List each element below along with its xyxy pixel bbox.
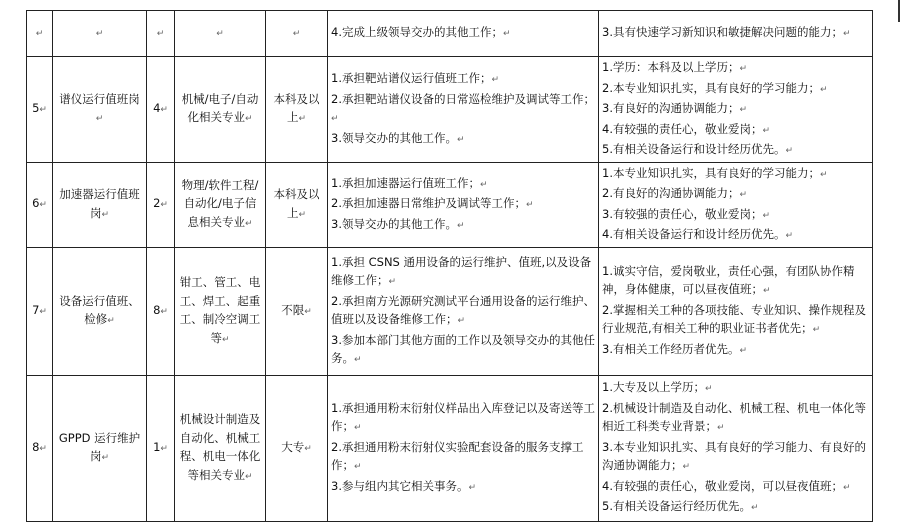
paragraph-mark-icon: ↵ [354, 423, 362, 434]
requirement-list-item: 1.学历：本科及以上学历；↵ [602, 60, 748, 74]
education-requirement-text: 本科及以上 [273, 91, 320, 125]
duty-list-item: 3.领导交办的其他工作。↵ [331, 216, 465, 231]
requirement-list [599, 162, 873, 247]
duty-list-item: 3.参加本部门其他方面的工作以及领导交办的其他任务。↵ [331, 332, 595, 365]
requirement-list-item: 3.有良好的沟通协调能力；↵ [602, 101, 748, 115]
requirement-list-item: 4.有较强的责任心，敬业爱岗；↵ [602, 121, 771, 136]
post-name-text: 加速器运行值班岗 [59, 187, 140, 220]
duty-list-item: 3.参与组内其它相关事务。↵ [331, 478, 477, 493]
requirement-list [599, 247, 873, 375]
post-name [53, 162, 147, 247]
duty-list [328, 162, 599, 247]
paragraph-mark-icon: ↵ [160, 443, 168, 454]
duty-list-item: 1.承担加速器运行值班工作；↵ [331, 175, 488, 190]
requirement-list-item: 2.机械设计制造及自动化、机械工程、机电一体化等相近工科类专业背景；↵ [602, 400, 866, 434]
paragraph-mark-icon: ↵ [785, 231, 794, 241]
education-requirement [266, 162, 328, 247]
head-count [147, 375, 175, 521]
paragraph-mark-icon: ↵ [298, 114, 307, 125]
post-name-text: 谱仪运行值班岗 [59, 91, 140, 106]
requirement-list-item: 1.诚实守信，爱岗敬业，责任心强，有团队协作精神，身体健康，可以昼夜值班；↵ [602, 263, 855, 297]
paragraph-mark-icon: ↵ [95, 114, 104, 125]
paragraph-mark-icon: ↵ [819, 169, 828, 180]
paragraph-mark-icon: ↵ [39, 200, 47, 211]
major-requirement-text: 物理/软件工程/自动化/电子信息相关专业 [181, 177, 259, 229]
paragraph-mark-icon: ↵ [244, 471, 253, 482]
table-row [27, 11, 873, 57]
post-name-text: GPPD 运行维护岗 [58, 430, 141, 463]
table-row [27, 375, 873, 521]
education-requirement [266, 57, 328, 163]
requirement-list-item: 3.有相关工作经历者优先。↵ [602, 341, 748, 356]
duty-list [328, 375, 599, 521]
paragraph-mark-icon: ↵ [160, 105, 168, 115]
paragraph-mark-icon: ↵ [107, 316, 115, 326]
paragraph-mark-icon: ↵ [491, 75, 500, 86]
paragraph-mark-icon: ↵ [331, 114, 339, 125]
requirement-list-item: 5.有相关设备运行和设计经历优先。↵ [602, 142, 794, 156]
requirement-list-item: 3.本专业知识扎实、具有良好的学习能力、有良好的沟通协调能力；↵ [602, 439, 866, 473]
row-number-text: 5 [32, 101, 40, 115]
paragraph-mark-icon: ↵ [456, 134, 465, 145]
table-row [27, 162, 873, 247]
paragraph-mark-icon: ↵ [304, 443, 312, 454]
row-number-text: 6 [32, 196, 40, 211]
paragraph-mark-icon: ↵ [739, 345, 748, 356]
major-requirement [175, 57, 266, 163]
row-number [27, 162, 53, 247]
paragraph-mark-icon: ↵ [95, 29, 104, 40]
post-name [53, 11, 147, 57]
table-row [27, 247, 873, 375]
education-requirement [266, 375, 328, 521]
row-number [27, 11, 53, 57]
education-requirement-text: 本科及以上 [273, 187, 320, 220]
education-requirement [266, 247, 328, 375]
major-requirement-text: 机械/电子/自动化相关专业 [181, 91, 259, 125]
major-requirement [175, 162, 266, 247]
duty-list-item: 4.完成上级领导交办的其他工作；↵ [331, 25, 511, 40]
paragraph-mark-icon: ↵ [682, 462, 691, 473]
requirement-list-item: 3.具有快速学习新知识和敏捷解决问题的能力；↵ [602, 25, 851, 40]
post-name [53, 57, 147, 163]
duty-list-item: 1.承担靶站谱仪运行值班工作；↵ [331, 71, 500, 86]
paragraph-mark-icon: ↵ [35, 29, 44, 40]
duty-list-item: 2.承担南方光源研究测试平台通用设备的运行维护、值班以及设备维修工作；↵ [331, 293, 595, 326]
paragraph-mark-icon: ↵ [160, 200, 168, 211]
paragraph-mark-icon: ↵ [479, 179, 488, 190]
major-requirement-text: 钳工、管工、电工、焊工、起重工、制冷空调工等 [179, 275, 261, 345]
paragraph-mark-icon: ↵ [354, 355, 362, 365]
paragraph-mark-icon: ↵ [101, 209, 110, 220]
paragraph-mark-icon: ↵ [244, 114, 253, 125]
paragraph-mark-icon: ↵ [457, 316, 466, 326]
post-name [53, 375, 147, 521]
paragraph-mark-icon: ↵ [812, 325, 821, 336]
requirement-list-item: 2.掌握相关工种的各项技能、专业知识、操作规程及行业规范,有相关工种的职业证书者优先；↵ [602, 302, 866, 336]
paragraph-mark-icon: ↵ [388, 277, 397, 287]
paragraph-mark-icon: ↵ [216, 29, 224, 40]
education-requirement [266, 11, 328, 57]
major-requirement-text: 机械设计制造及自动化、机械工程、机电一体化等相关专业 [179, 412, 261, 482]
paragraph-mark-icon: ↵ [750, 503, 759, 514]
major-requirement [175, 247, 266, 375]
paragraph-mark-icon: ↵ [525, 200, 534, 211]
paragraph-mark-icon: ↵ [244, 218, 253, 229]
paragraph-mark-icon: ↵ [763, 286, 771, 297]
paragraph-mark-icon: ↵ [39, 306, 47, 317]
paragraph-mark-icon: ↵ [762, 210, 771, 221]
paragraph-mark-icon: ↵ [842, 482, 851, 493]
requirement-list-item: 4.有相关设备运行和设计经历优先。↵ [602, 227, 794, 241]
duty-list [328, 57, 599, 163]
requirement-list [599, 375, 873, 521]
requirement-list-item: 2.本专业知识扎实，具有良好的学习能力；↵ [602, 80, 828, 95]
duty-list [328, 11, 599, 57]
paragraph-mark-icon: ↵ [502, 29, 511, 40]
requirement-list-item: 1.大专及以上学历；↵ [602, 380, 713, 395]
requirement-list [599, 11, 873, 57]
education-requirement-text: 不限 [281, 302, 305, 317]
paragraph-mark-icon: ↵ [304, 306, 312, 317]
major-requirement [175, 375, 266, 521]
paragraph-mark-icon: ↵ [39, 105, 47, 115]
paragraph-mark-icon: ↵ [842, 29, 851, 40]
paragraph-mark-icon: ↵ [468, 482, 477, 493]
table-row [27, 57, 873, 163]
paragraph-mark-icon: ↵ [298, 209, 307, 220]
head-count [147, 247, 175, 375]
requirement-list-item: 4.有较强的责任心，敬业爱岗，可以昼夜值班；↵ [602, 478, 851, 493]
head-count-text: 2 [153, 196, 161, 211]
table-body [27, 11, 873, 522]
requirement-list-item: 5.有相关设备运行经历优先。↵ [602, 499, 759, 514]
paragraph-mark-icon: ↵ [160, 306, 168, 317]
head-count [147, 162, 175, 247]
major-requirement [175, 11, 266, 57]
head-count-text: 8 [153, 302, 161, 317]
post-name-text: 设备运行值班、检修 [59, 293, 140, 326]
duty-list-item: 1.承担 CSNS 通用设备的运行维护、值班,以及设备维修工作；↵ [331, 254, 592, 287]
paragraph-mark-icon: ↵ [704, 384, 713, 395]
paragraph-mark-icon: ↵ [739, 190, 748, 200]
duty-list-item: 1.承担通用粉末衍射仪样品出入库登记以及寄送等工作；↵ [331, 400, 595, 434]
row-number-text: 8 [32, 439, 40, 454]
row-number [27, 375, 53, 521]
head-count [147, 11, 175, 57]
row-number [27, 57, 53, 163]
row-number-text: 7 [32, 302, 40, 317]
paragraph-mark-icon: ↵ [101, 453, 110, 463]
paragraph-mark-icon: ↵ [456, 220, 465, 231]
requirement-list [599, 57, 873, 163]
head-count [147, 57, 175, 163]
duty-list-item: 2.承担加速器日常维护及调试等工作；↵ [331, 196, 534, 211]
paragraph-mark-icon: ↵ [819, 84, 828, 95]
job-table [26, 10, 873, 522]
duty-list-item: 2.承担靶站谱仪设备的日常巡检维护及调试等工作；↵ [331, 91, 595, 125]
paragraph-mark-icon: ↵ [221, 334, 230, 345]
paragraph-mark-icon: ↵ [739, 105, 748, 115]
paragraph-mark-icon: ↵ [717, 423, 725, 434]
paragraph-mark-icon: ↵ [292, 29, 301, 40]
head-count-text: 1 [153, 439, 161, 454]
paragraph-mark-icon: ↵ [39, 443, 47, 454]
duty-list-item: 3.领导交办的其他工作。↵ [331, 130, 465, 145]
duty-list [328, 247, 599, 375]
paragraph-mark-icon: ↵ [762, 125, 771, 136]
paragraph-mark-icon: ↵ [156, 29, 165, 40]
education-requirement-text: 大专 [281, 439, 305, 454]
paragraph-mark-icon: ↵ [785, 146, 794, 156]
paragraph-mark-icon: ↵ [354, 462, 362, 473]
requirement-list-item: 2.有良好的沟通协调能力；↵ [602, 186, 748, 200]
paragraph-mark-icon: ↵ [739, 64, 748, 74]
requirement-list-item: 3.有较强的责任心，敬业爱岗；↵ [602, 206, 771, 221]
post-name [53, 247, 147, 375]
head-count-text: 4 [153, 101, 161, 115]
requirement-list-item: 1.本专业知识扎实，具有良好的学习能力；↵ [602, 165, 828, 180]
row-number [27, 247, 53, 375]
duty-list-item: 2.承担通用粉末衍射仪实验配套设备的服务支撑工作；↵ [331, 439, 584, 473]
